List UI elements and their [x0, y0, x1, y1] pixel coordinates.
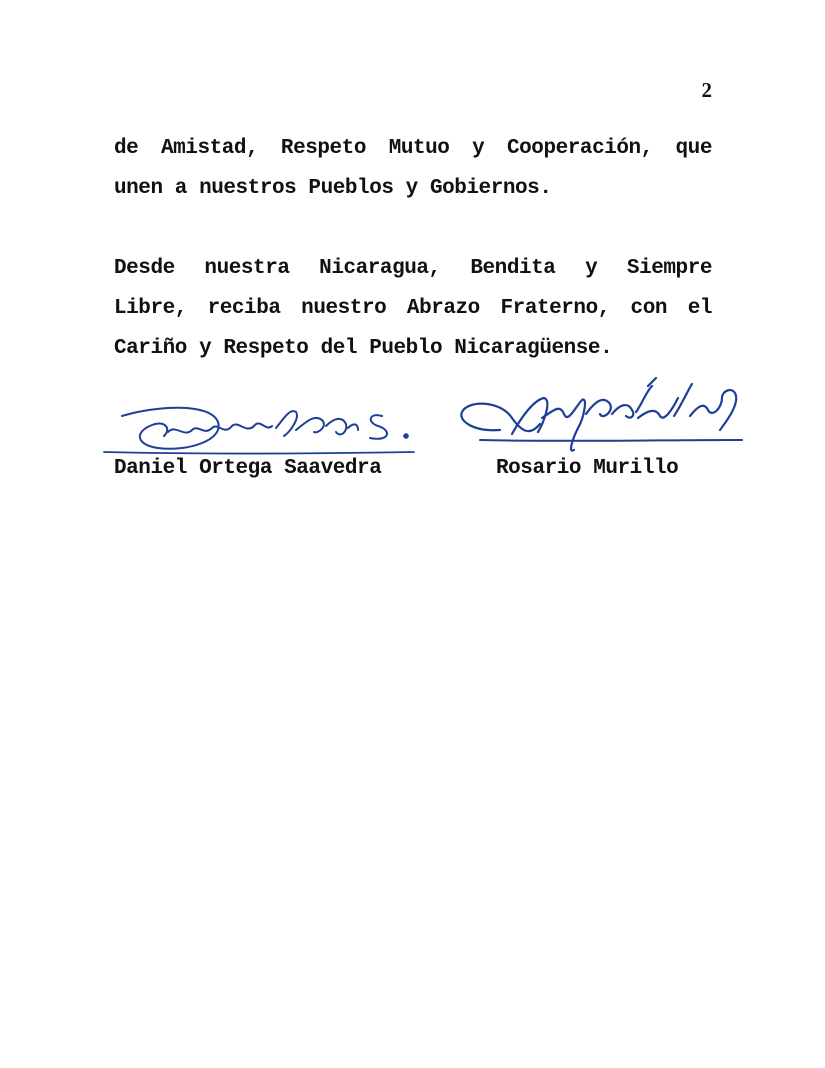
paragraph-line: Cariño y Respeto del Pueblo Nicaragüense.	[114, 337, 613, 360]
signature-daniel-ortega	[100, 392, 420, 462]
signature-rosario-murillo	[452, 370, 747, 470]
paragraph-greeting	[114, 249, 712, 369]
paragraph-closing	[114, 129, 712, 209]
paragraph-line: unen a nuestros Pueblos y Gobiernos.	[114, 177, 552, 200]
page-number: 2	[701, 78, 712, 102]
paragraph-line: de Amistad, Respeto Mutuo y Cooperación, que	[114, 137, 712, 160]
signer-name-rosario-murillo: Rosario Murillo	[496, 457, 679, 480]
paragraph-line: Desde nuestra Nicaragua, Bendita y Siempre	[114, 257, 712, 280]
paragraph-line: Libre, reciba nuestro Abrazo Fraterno, con el	[114, 297, 712, 320]
signer-name-daniel-ortega: Daniel Ortega Saavedra	[114, 457, 382, 480]
